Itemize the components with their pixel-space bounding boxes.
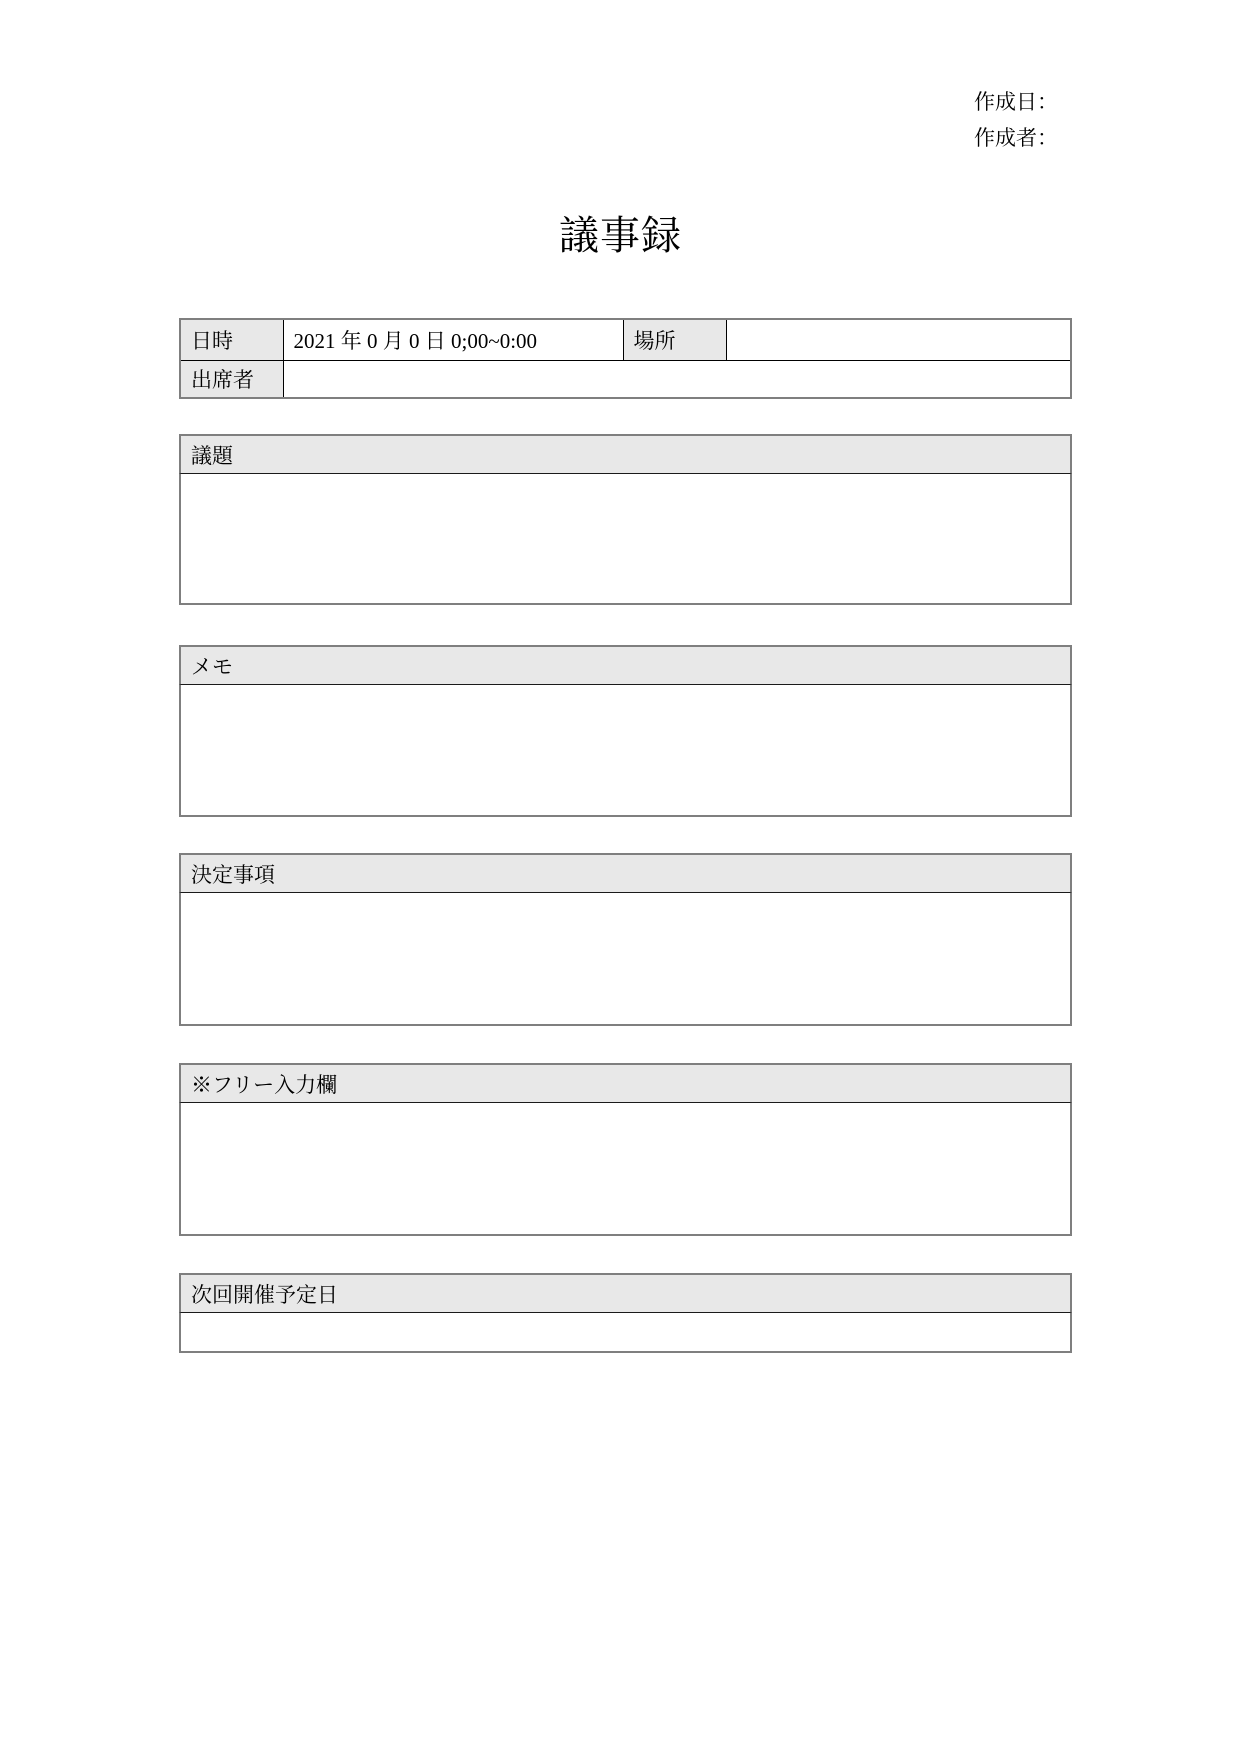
section-decisions-input-area[interactable] xyxy=(179,893,1072,1026)
section-free-input xyxy=(179,1063,1072,1236)
section-next-meeting-input-area[interactable] xyxy=(179,1313,1072,1353)
section-next-meeting-header: 次回開催予定日 xyxy=(179,1273,1072,1313)
section-free-input-area[interactable] xyxy=(179,1103,1072,1236)
section-memo xyxy=(179,645,1072,817)
section-agenda-header: 議題 xyxy=(179,434,1072,474)
attendees-row xyxy=(180,360,1071,398)
location-value-cell[interactable] xyxy=(726,319,1071,360)
document-meta xyxy=(974,84,1058,156)
document-title: 議事録 xyxy=(559,213,682,258)
section-free-input-header: ※フリー入力欄 xyxy=(179,1063,1072,1103)
meeting-info-table xyxy=(179,318,1072,399)
datetime-label-cell: 日時 xyxy=(180,319,283,360)
datetime-value-cell[interactable]: 2021 年 0 月 0 日 0;00~0:00 xyxy=(283,319,623,360)
section-agenda-input-area[interactable] xyxy=(179,474,1072,605)
attendees-label-cell: 出席者 xyxy=(180,360,283,398)
creation-date-label: 作成日： xyxy=(974,90,1058,114)
attendees-value-cell[interactable] xyxy=(283,360,1071,398)
section-next-meeting xyxy=(179,1273,1072,1353)
section-memo-input-area[interactable] xyxy=(179,685,1072,817)
datetime-row xyxy=(180,319,1071,360)
section-agenda xyxy=(179,434,1072,605)
section-decisions-header: 決定事項 xyxy=(179,853,1072,893)
creation-author-label: 作成者： xyxy=(974,126,1058,150)
section-decisions xyxy=(179,853,1072,1026)
section-memo-header: メモ xyxy=(179,645,1072,685)
location-label-cell: 場所 xyxy=(623,319,726,360)
